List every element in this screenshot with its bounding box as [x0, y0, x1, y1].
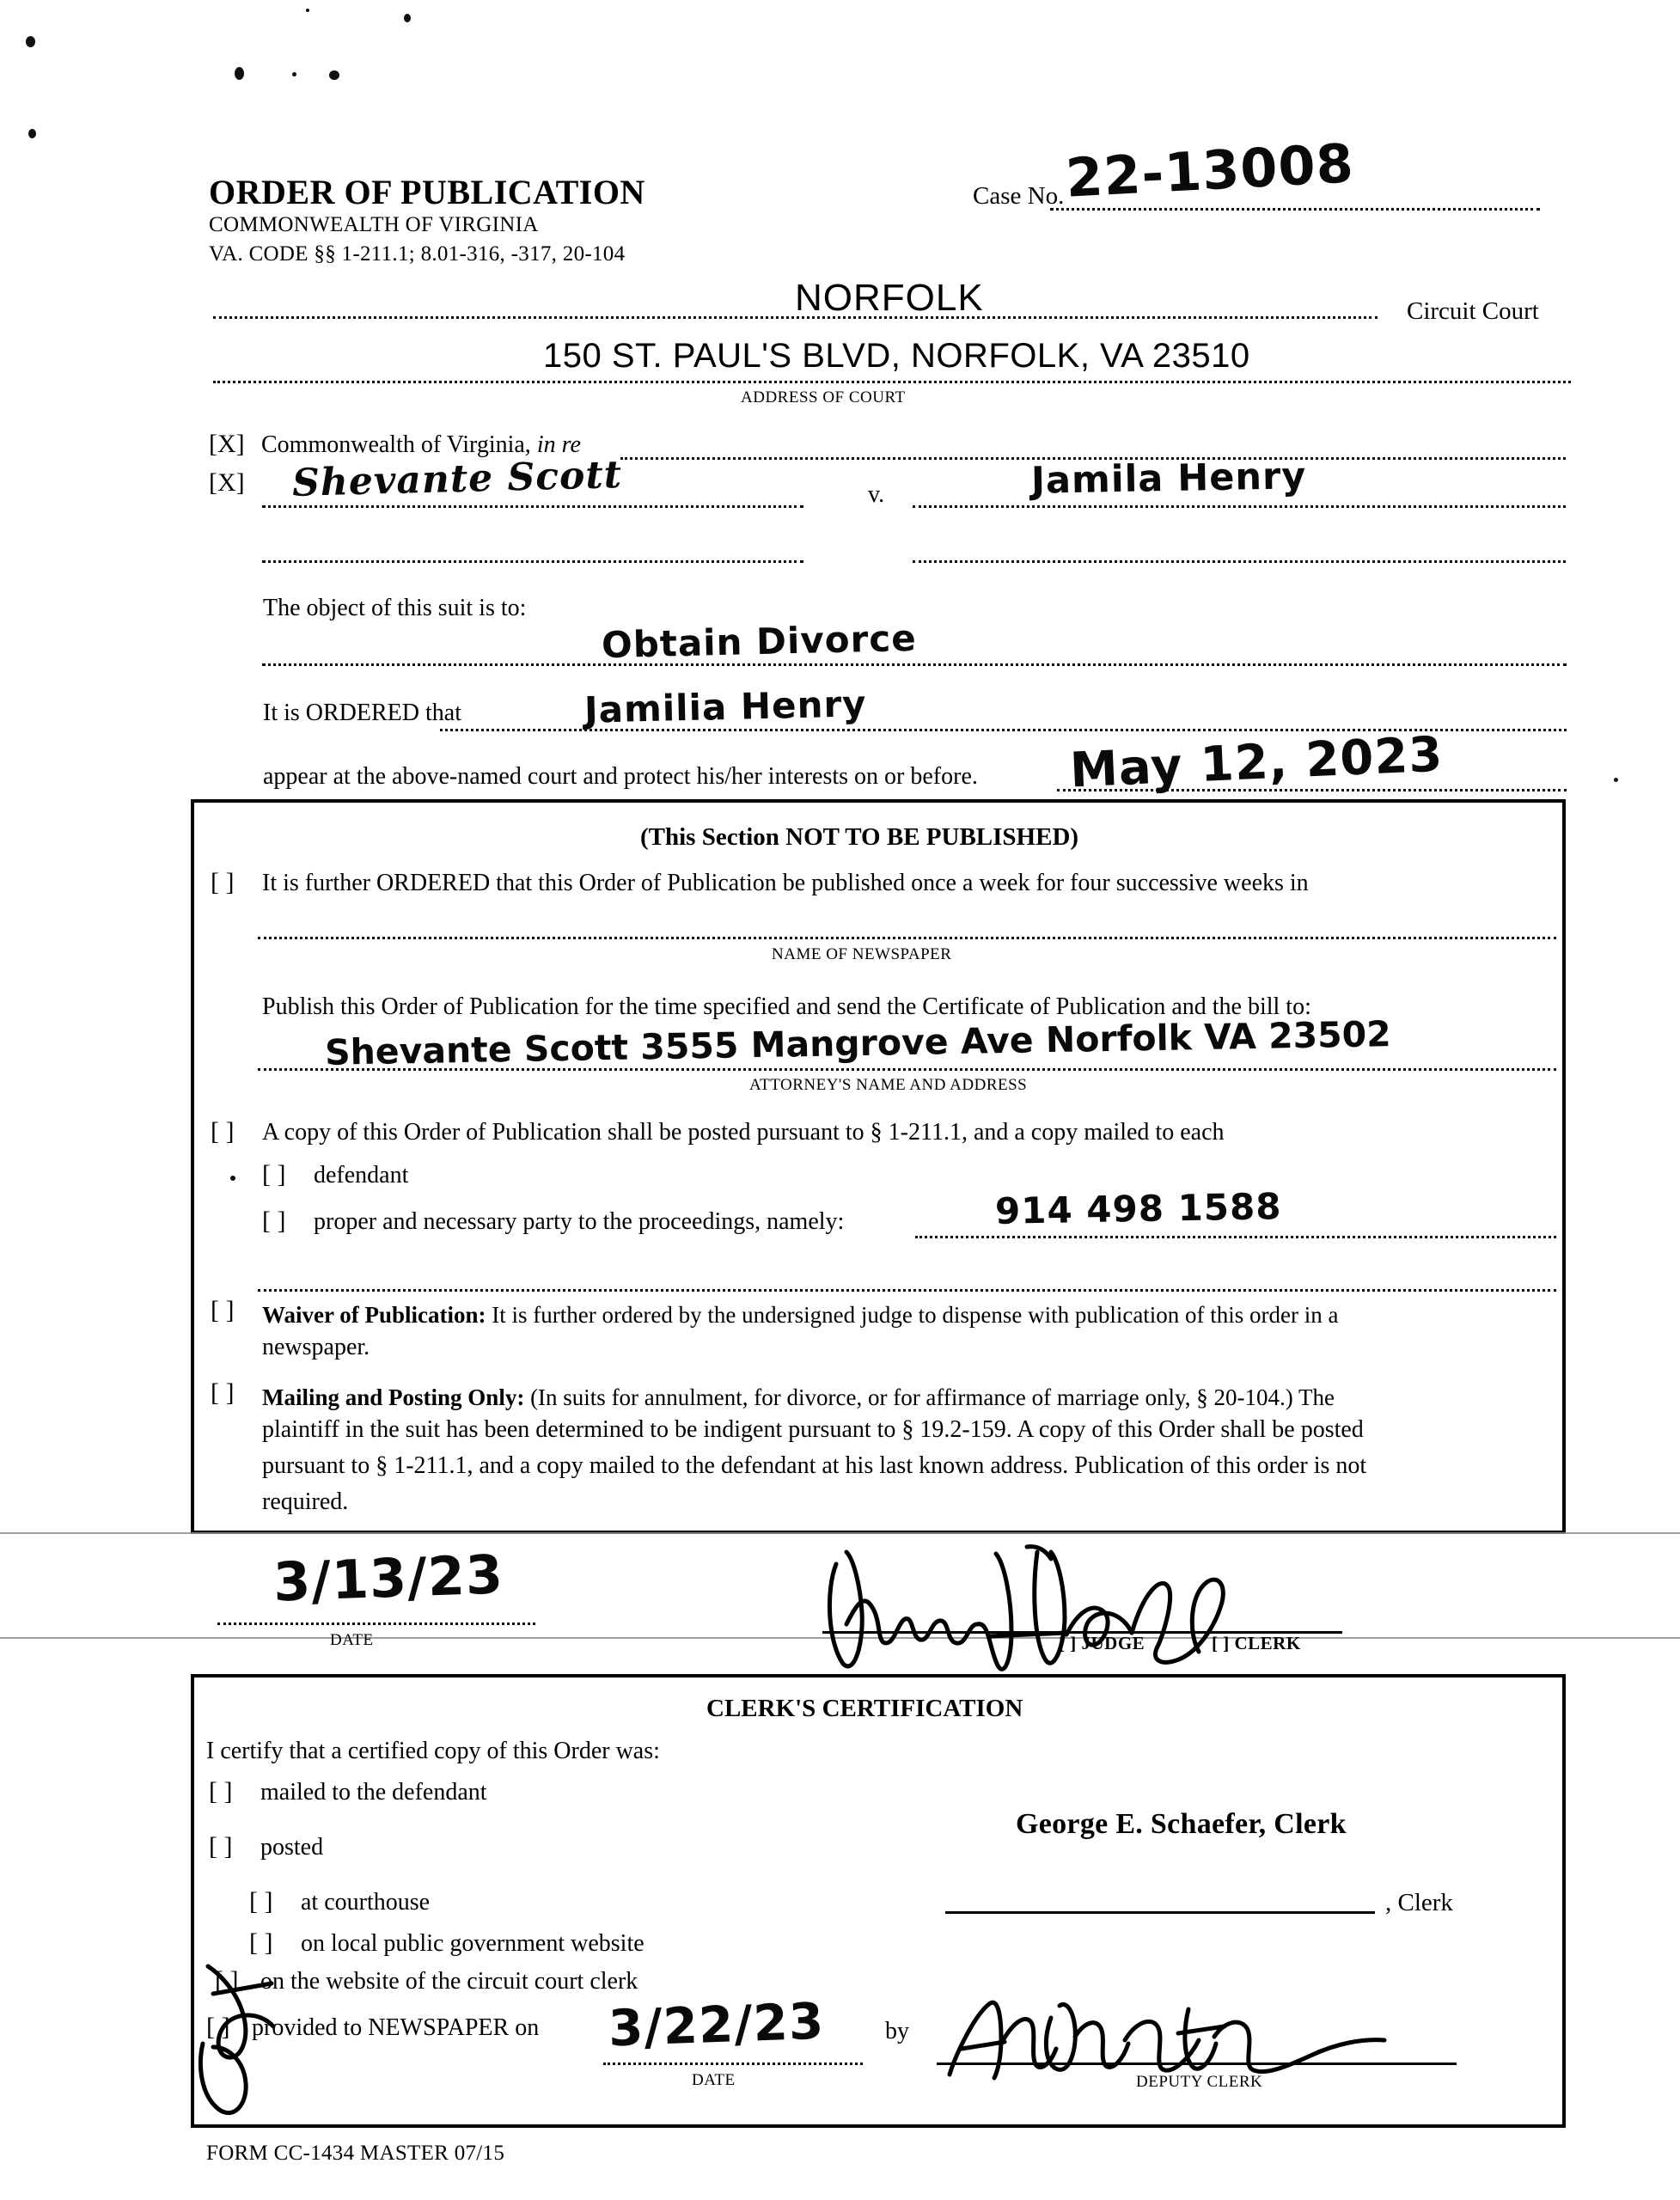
deputy-clerk-caption: DEPUTY CLERK	[1136, 2073, 1263, 2091]
in-re-label: in re	[536, 431, 581, 458]
plaintiff-checkbox[interactable]: [X]	[209, 468, 245, 497]
at-courthouse-text: at courthouse	[301, 1889, 431, 1916]
subtitle-va-code: VA. CODE §§ 1-211.1; 8.01-316, -317, 20-104	[209, 242, 626, 266]
at-courthouse-checkbox[interactable]: [ ]	[249, 1887, 273, 1916]
mailing-text-3: pursuant to § 1-211.1, and a copy mailed to the defendant at his last known address. Publication of this order is not	[262, 1452, 1367, 1479]
mailing-text-4: required.	[262, 1488, 349, 1515]
proper-party-rule-2	[258, 1289, 1556, 1292]
handwritten-check-mark	[194, 1958, 306, 2121]
mailing-text-2: plaintiff in the suit has been determined to be indigent pursuant to § 19.2-159. A copy of this Order shall be posted	[262, 1416, 1364, 1443]
scan-artifact-line	[0, 1532, 1680, 1534]
it-is-ordered-label: It is ORDERED that	[263, 700, 461, 726]
commonwealth-label-text: Commonwealth of Virginia,	[261, 431, 531, 458]
posted-text: posted	[260, 1834, 324, 1861]
attorney-name-address-caption: ATTORNEY'S NAME AND ADDRESS	[749, 1076, 1028, 1094]
order-date-caption: DATE	[330, 1631, 374, 1649]
defendant-rule-2	[913, 560, 1566, 563]
commonwealth-checkbox[interactable]: [X]	[209, 430, 245, 458]
publish-checkbox[interactable]: [ ]	[211, 868, 235, 896]
posted-copy-checkbox[interactable]: [ ]	[211, 1117, 235, 1146]
circuit-site-text: on the website of the circuit court clerk	[260, 1968, 638, 1995]
scan-speck	[28, 129, 36, 138]
object-of-suit-label: The object of this suit is to:	[263, 595, 527, 621]
scan-speck	[1614, 778, 1618, 782]
local-site-text: on local public government website	[301, 1930, 645, 1957]
court-name-value: NORFOLK	[795, 277, 984, 319]
certification-date-rule	[603, 2062, 863, 2065]
subtitle-commonwealth: COMMONWEALTH OF VIRGINIA	[209, 213, 539, 236]
newspaper-name-rule	[258, 937, 1556, 939]
clerks-certification-heading: CLERK'S CERTIFICATION	[706, 1695, 1023, 1722]
clerk-suffix-label: , Clerk	[1385, 1889, 1453, 1916]
object-of-suit-value: Obtain Divorce	[601, 616, 918, 667]
scan-speck	[26, 36, 35, 47]
certification-date-value: 3/22/23	[607, 1991, 826, 2058]
address-of-court-caption: ADDRESS OF COURT	[741, 388, 906, 406]
clerk-signature-rule	[945, 1911, 1375, 1914]
posted-copy-text: A copy of this Order of Publication shall be posted pursuant to § 1-211.1, and a copy mailed to each	[262, 1119, 1225, 1146]
court-address-value: 150 ST. PAUL'S BLVD, NORFOLK, VA 23510	[543, 337, 1250, 375]
publish-text: It is further ORDERED that this Order of Publication be published once a week for four successive weeks in	[262, 870, 1309, 896]
not-published-heading: (This Section NOT TO BE PUBLISHED)	[640, 823, 1079, 851]
mailing-posting-paragraph	[262, 1380, 1508, 1415]
name-of-newspaper-caption: NAME OF NEWSPAPER	[772, 945, 952, 963]
proper-party-value: 914 498 1588	[994, 1185, 1282, 1232]
mailing-posting-title: Mailing and Posting Only:	[262, 1384, 525, 1410]
by-label: by	[885, 2018, 909, 2044]
defendant-sub-text: defendant	[314, 1162, 409, 1189]
versus-label: v.	[868, 481, 885, 508]
bill-to-text: Publish this Order of Publication for the time specified and send the Certificate of Publication and the bill to:	[262, 993, 1311, 1020]
scan-speck	[230, 1176, 235, 1181]
waiver-paragraph	[262, 1298, 1508, 1332]
it-is-ordered-value: Jamilia Henry	[583, 682, 868, 731]
case-number-value: 22-13008	[1064, 131, 1356, 210]
waiver-text-2: newspaper.	[262, 1334, 370, 1360]
plaintiff-name-value: Shevante Scott	[291, 452, 623, 506]
proper-party-text: proper and necessary party to the proceedings, namely:	[314, 1208, 845, 1235]
mailed-text: mailed to the defendant	[260, 1779, 487, 1806]
clerk-checkbox-label[interactable]: [ ] CLERK	[1212, 1633, 1301, 1653]
waiver-checkbox[interactable]: [ ]	[211, 1296, 235, 1324]
defendant-name-value: Jamila Henry	[1030, 455, 1307, 503]
scan-speck	[329, 70, 339, 80]
scan-speck	[235, 67, 244, 80]
proper-party-rule	[915, 1236, 1556, 1238]
case-number-rule	[1050, 208, 1540, 211]
scan-speck	[306, 9, 309, 12]
form-footer: FORM CC-1434 MASTER 07/15	[206, 2142, 505, 2165]
defendant-rule	[913, 505, 1566, 508]
plaintiff-rule-2	[262, 560, 803, 563]
scan-speck	[404, 14, 411, 22]
mailed-checkbox[interactable]: [ ]	[209, 1777, 233, 1806]
case-number-label: Case No.	[973, 182, 1065, 210]
order-date-value: 3/13/23	[272, 1543, 505, 1614]
court-address-rule	[213, 381, 1571, 383]
waiver-title: Waiver of Publication:	[262, 1302, 486, 1328]
circuit-court-label: Circuit Court	[1407, 297, 1539, 325]
certification-intro: I certify that a certified copy of this Order was:	[206, 1738, 660, 1764]
plaintiff-rule	[262, 505, 803, 508]
proper-party-checkbox[interactable]: [ ]	[262, 1207, 286, 1235]
mailing-text-1: (In suits for annulment, for divorce, or for affirmance of marriage only, § 20-104.) The	[530, 1384, 1335, 1410]
circuit-site-checkbox[interactable]: [ ]	[215, 1966, 239, 1995]
provided-newspaper-text: provided to NEWSPAPER on	[252, 2014, 540, 2041]
attorney-name-address-value: Shevante Scott 3555 Mangrove Ave Norfolk VA 23502	[324, 1013, 1392, 1073]
appear-label: appear at the above-named court and protect his/her interests on or before.	[263, 763, 978, 790]
waiver-text-1: It is further ordered by the undersigned judge to dispense with publication of this order in a	[492, 1302, 1339, 1328]
local-site-checkbox[interactable]: [ ]	[249, 1928, 273, 1957]
order-date-rule	[217, 1622, 535, 1625]
defendant-sub-checkbox[interactable]: [ ]	[262, 1160, 286, 1189]
posted-checkbox[interactable]: [ ]	[209, 1832, 233, 1861]
appear-date-value: May 12, 2023	[1068, 726, 1445, 799]
provided-newspaper-checkbox[interactable]: [ ]	[206, 2013, 230, 2041]
clerk-name: George E. Schaefer, Clerk	[1016, 1808, 1347, 1840]
judge-checkbox-label[interactable]: [ ] JUDGE	[1059, 1633, 1145, 1653]
certification-date-caption: DATE	[692, 2071, 736, 2089]
scan-speck	[292, 72, 296, 76]
page-title: ORDER OF PUBLICATION	[209, 173, 645, 211]
mailing-posting-checkbox[interactable]: [ ]	[211, 1378, 235, 1407]
object-of-suit-rule	[262, 663, 1567, 666]
judge-signature	[821, 1538, 1371, 1676]
